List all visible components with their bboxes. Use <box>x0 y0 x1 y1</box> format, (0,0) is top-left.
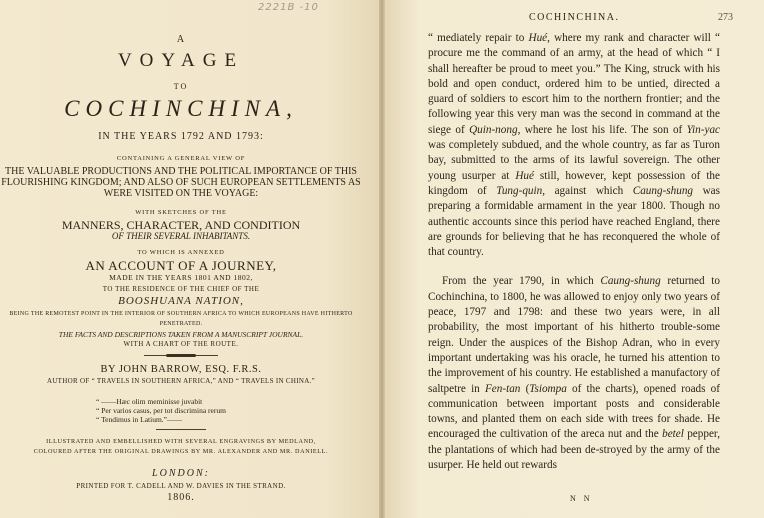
author-works-line: AUTHOR OF “ TRAVELS IN SOUTHERN AFRICA,” AND “ TRAVELS IN CHINA.” <box>46 377 316 385</box>
ornamental-rule <box>144 355 218 356</box>
title-voyage: VOYAGE <box>117 50 245 71</box>
containing-line: CONTAINING A GENERAL VIEW OF <box>116 155 246 162</box>
manners-line: MANNERS, CHARACTER, AND CONDITION <box>61 218 301 232</box>
imprint-city: LONDON: <box>152 468 210 479</box>
annexed-line: TO WHICH IS ANNEXED <box>137 249 225 256</box>
divider-rule <box>156 429 206 430</box>
imprint-printer: PRINTED FOR T. CADELL AND W. DAVIES IN THE STRAND. <box>76 482 286 490</box>
epigraph <box>96 397 286 424</box>
epigraph-line: “ Per varios casus, per tot discrimina rerum <box>96 406 226 415</box>
chart-line: WITH A CHART OF THE ROUTE. <box>123 340 239 348</box>
paragraph-2: From the year 1790, in which Caung-shung returned to Cochinchina, to 1800, he was allowed to enjoy only two years of peace, 1797 and 1798: and these two years were, in all probability, the most important of his hitherto trouble-some reign. Under the auspices of the Bishop Adran, who in every important undertaking was his oracle, he turned his attention to the improvement of his country. He established a manufactory of saltpetre in Fen-tan (Tsiompa of the charts), opened roads of communication between important posts and considerable towns, and planted them on each side with trees for shade. He encouraged the cultivation of the areca nut and the betel pepper, the plantations of which had been de-stroyed by the army of the usurper. He held out rewards <box>428 275 720 472</box>
author-line: BY JOHN BARROW, ESQ. F.R.S. <box>100 364 262 375</box>
inhabitants-line: OF THEIR SEVERAL INHABITANTS. <box>111 231 251 241</box>
signature-mark: N N <box>570 494 593 503</box>
epigraph-line: “ ——Hæc olim meminisse juvabit <box>96 397 203 406</box>
title-article: A <box>176 34 186 45</box>
page-number: 273 <box>718 12 733 23</box>
sketches-line: WITH SKETCHES OF THE <box>135 209 227 216</box>
title-cochinchina: COCHINCHINA, <box>64 96 298 121</box>
booshuana-line: BOOSHUANA NATION, <box>118 295 244 307</box>
illustrated-line: ILLUSTRATED AND EMBELLISHED WITH SEVERAL ENGRAVINGS BY MEDLAND, <box>46 438 316 445</box>
body-text <box>428 31 720 473</box>
title-to: TO <box>173 82 189 91</box>
pencil-note: 2221B -10 <box>258 2 319 13</box>
account-line: AN ACCOUNT OF A JOURNEY, <box>85 258 277 273</box>
running-head: COCHINCHINA. <box>529 12 620 23</box>
residence-line: TO THE RESIDENCE OF THE CHIEF OF THE <box>102 285 260 293</box>
imprint-year: 1806. <box>167 492 195 503</box>
valuable-productions: THE VALUABLE PRODUCTIONS AND THE POLITICAL IMPORTANCE OF THIS FLOURISHING KINGDOM; AND ALSO OF SUCH EUROPEAN SETTLEMENTS AS WERE VISITED ON THE VOYAGE: <box>1 166 361 199</box>
coloured-line: COLOURED AFTER THE ORIGINAL DRAWINGS BY MR. ALEXANDER AND MR. DANIELL. <box>33 448 329 455</box>
book-gutter <box>379 0 385 518</box>
paragraph-1: “ mediately repair to Hué, where my rank and character will “ procure me the command of an army, at the head of which “ I shall hereafter be proud to meet you.” The King, struck with his bold and open conduct, ordered him to be untied, directed a guard of soldiers to escort him to the northern frontier; and the following year this very man was the second in command at the siege of Quin-nong, where he lost his life. The son of Yin-yac was completely subdued, and the whole country, as far as Turon bay, submitted to the arms of its lawful sovereign. The other young usurper at Hué still, however, kept possession of the kingdom of Tung-quin, against which Caung-shung was preparing a formidable armament in the year 1800. Though no authentic accounts since this period have reached England, there are grounds for believing that he has reconquered the whole of that country. <box>428 32 720 259</box>
text-page <box>382 0 764 518</box>
remotest-point-line: BEING THE REMOTEST POINT IN THE INTERIOR OF SOUTHERN AFRICA TO WHICH EUROPEANS HAVE HITHERTO PENETRATED. <box>9 311 353 327</box>
title-years: IN THE YEARS 1792 AND 1793: <box>98 131 264 142</box>
epigraph-line: “ Tendimus in Latium.”—— <box>96 415 182 424</box>
made-years-line: MADE IN THE YEARS 1801 AND 1802, <box>109 273 253 282</box>
facts-line: THE FACTS AND DESCRIPTIONS TAKEN FROM A MANUSCRIPT JOURNAL. <box>58 330 304 339</box>
